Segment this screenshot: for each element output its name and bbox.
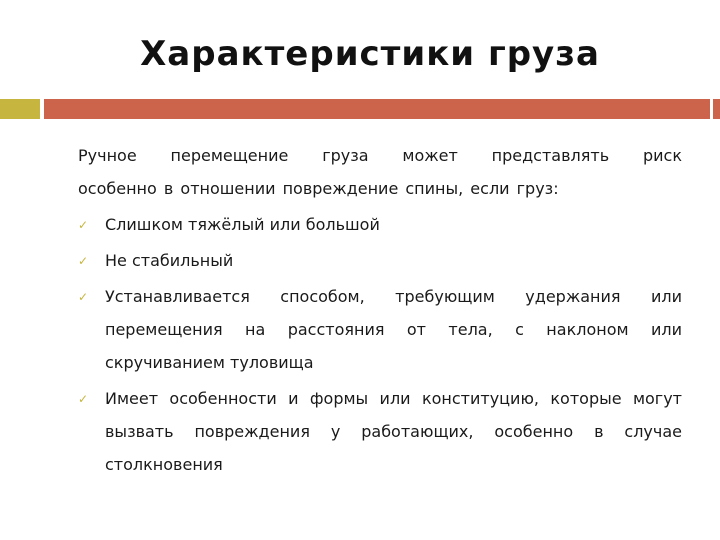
accent-bar-olive xyxy=(0,99,40,119)
accent-bar-red-end xyxy=(713,99,720,119)
bullet-text: Не стабильный xyxy=(105,251,234,270)
bullet-text: Имеет особенности и формы или конституцию, которые могут вызвать повреждения у работающих, особенно в случае столкновения xyxy=(105,389,682,474)
bullet-item xyxy=(78,382,682,481)
bullet-item xyxy=(78,244,682,277)
intro-line-2: особенно в отношении повреждение спины, если груз: xyxy=(78,179,559,198)
bullet-item xyxy=(78,280,682,379)
bullet-list xyxy=(78,208,682,481)
checkmark-icon: ✓ xyxy=(78,290,89,304)
intro-paragraph xyxy=(78,139,682,205)
checkmark-icon: ✓ xyxy=(78,218,89,232)
bullet-item xyxy=(78,208,682,241)
bullet-text: Устанавливается способом, требующим удержания или перемещения на расстояния от тела, с наклоном или скручиванием туловища xyxy=(105,287,682,372)
accent-bar-red xyxy=(44,99,710,119)
checkmark-icon: ✓ xyxy=(78,254,89,268)
checkmark-icon: ✓ xyxy=(78,392,89,406)
slide-title: Характеристики груза xyxy=(140,34,600,74)
slide-body xyxy=(78,139,682,484)
intro-line-1: Ручное перемещение груза может представлять риск xyxy=(78,146,682,165)
bullet-text: Слишком тяжёлый или большой xyxy=(105,215,380,234)
